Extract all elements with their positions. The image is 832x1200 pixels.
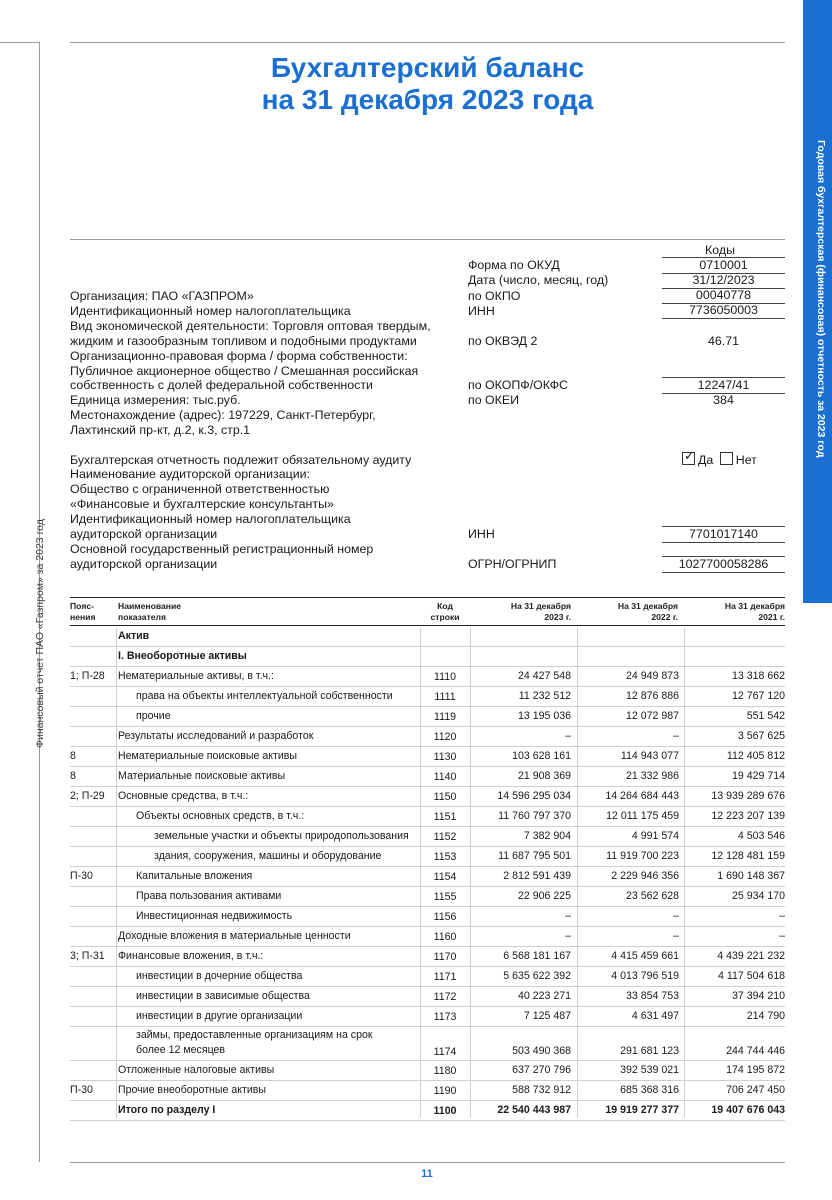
- row-code: 1111: [434, 691, 456, 703]
- table-row: [70, 1100, 785, 1121]
- row-name: Инвестиционная недвижимость: [136, 910, 293, 922]
- row-name: Актив: [118, 630, 150, 642]
- row-value-2022: 4 991 574: [631, 830, 679, 842]
- row-value-2023: 503 490 368: [512, 1045, 571, 1057]
- row-value-2023: 7 382 904: [523, 830, 571, 842]
- row-name: Результаты исследований и разработок: [118, 730, 314, 742]
- row-note: 8: [70, 750, 76, 762]
- row-value-2022: 21 332 986: [625, 770, 679, 782]
- okpo-code: 00040778: [662, 288, 785, 304]
- row-value-2023: –: [565, 930, 571, 942]
- row-name: Доходные вложения в материальные ценности: [118, 930, 351, 942]
- row-value-2022: 392 539 021: [620, 1064, 679, 1076]
- audit-yes-label: Да: [698, 453, 714, 467]
- row-name: Отложенные налоговые активы: [118, 1064, 275, 1076]
- table-row: [70, 1080, 785, 1101]
- row-name: прочие: [136, 710, 171, 722]
- row-note: 2; П-29: [70, 790, 105, 802]
- okopf-code: 12247/41: [662, 377, 785, 394]
- col-note-header-2: нения: [70, 612, 96, 622]
- col-2021-header: [685, 601, 785, 623]
- col-2023-header-2: 2023 г.: [544, 612, 571, 622]
- row-name: Основные средства, в т.ч.:: [118, 790, 249, 802]
- okei-code: 384: [713, 393, 734, 407]
- row-value-2021: –: [779, 910, 785, 922]
- col-note-header: [70, 601, 95, 623]
- row-value-2022: 12 072 987: [625, 710, 679, 722]
- row-code: 1130: [433, 751, 457, 763]
- row-name: Материальные поисковые активы: [118, 770, 286, 782]
- row-value-2023: 21 908 369: [517, 770, 571, 782]
- title-line-1: Бухгалтерский баланс: [270, 52, 585, 83]
- row-code: 1180: [433, 1065, 457, 1077]
- row-code: 1154: [433, 871, 457, 883]
- row-value-2023: 5 635 622 392: [503, 970, 571, 982]
- row-value-2022: 685 368 316: [620, 1084, 679, 1096]
- row-code: 1150: [433, 791, 457, 803]
- form-line-1: Организационно-правовая форма / форма собственности:: [70, 349, 408, 363]
- col-2023-header-1: На 31 декабря: [510, 601, 571, 611]
- row-value-2022: 24 949 873: [625, 670, 679, 682]
- col-2022-header: [578, 601, 678, 623]
- col-code-header: [420, 601, 470, 623]
- row-value-2021: 12 767 120: [731, 690, 785, 702]
- table-row: [70, 766, 785, 787]
- codes-label: Коды: [705, 243, 735, 257]
- row-value-2021: 174 195 872: [726, 1064, 785, 1076]
- row-name: Прочие внеоборотные активы: [118, 1084, 267, 1096]
- row-value-2022: 4 013 796 519: [611, 970, 679, 982]
- table-row: [70, 826, 785, 847]
- table-row: [70, 626, 785, 647]
- row-name: Нематериальные активы, в т.ч.:: [118, 670, 274, 682]
- row-value-2021: 19 429 714: [731, 770, 785, 782]
- table-row: [70, 666, 785, 687]
- row-value-2023: –: [565, 730, 571, 742]
- row-value-2023: 637 270 796: [512, 1064, 571, 1076]
- row-value-2021: 112 405 812: [726, 750, 785, 762]
- row-value-2021: 551 542: [746, 710, 785, 722]
- row-note: 3; П-31: [70, 950, 105, 962]
- row-value-2023: 24 427 548: [517, 670, 571, 682]
- auditor-ogrn-code: 1027700058286: [662, 556, 785, 573]
- row-value-2022: 291 681 123: [620, 1045, 679, 1057]
- col-name-header-1: Наименование: [118, 601, 182, 611]
- col-code-header-1: Код: [437, 601, 453, 611]
- row-code: 1152: [433, 831, 457, 843]
- row-value-2022: 19 919 277 377: [605, 1104, 679, 1116]
- row-note: П-30: [70, 1084, 93, 1096]
- table-row: [70, 806, 785, 827]
- row-code: 1155: [433, 891, 457, 903]
- col-code-header-2: строки: [430, 612, 460, 622]
- row-name: инвестиции в зависимые общества: [136, 990, 310, 1002]
- row-value-2021: 25 934 170: [731, 890, 785, 902]
- col-2021-header-2: 2021 г.: [758, 612, 785, 622]
- row-value-2021: 1 690 148 367: [717, 870, 785, 882]
- row-name: инвестиции в дочерние общества: [136, 970, 303, 982]
- row-value-2021: 214 790: [746, 1010, 785, 1022]
- row-value-2022: 23 562 628: [625, 890, 679, 902]
- table-row: [70, 746, 785, 767]
- date-label: Дата (число, месяц, год): [468, 273, 609, 287]
- row-value-2021: 12 128 481 159: [711, 850, 785, 862]
- col-2022-header-1: На 31 декабря: [617, 601, 678, 611]
- address-line-2: Лахтинский пр-кт, д.2, к.3, стр.1: [70, 423, 251, 437]
- row-code: 1171: [433, 971, 457, 983]
- table-row: [70, 646, 785, 667]
- row-code: 1151: [433, 811, 457, 823]
- auditor-inn-line-2: аудиторской организации: [70, 527, 218, 541]
- auditor-ogrn-line-2: аудиторской организации: [70, 557, 218, 571]
- row-note: 1; П-28: [70, 670, 105, 682]
- row-value-2021: 13 318 662: [731, 670, 785, 682]
- organization-line: Организация: ПАО «ГАЗПРОМ»: [70, 289, 254, 303]
- row-code: 1120: [433, 731, 457, 743]
- form-line-2: Публичное акционерное общество / Смешанная российская: [70, 364, 419, 378]
- table-row: [70, 1026, 785, 1061]
- page-title: [70, 52, 785, 116]
- row-name: Нематериальные поисковые активы: [118, 750, 298, 762]
- audit-line: Бухгалтерская отчетность подлежит обязательному аудиту: [70, 453, 412, 467]
- table-top-line: [70, 597, 785, 598]
- row-name: инвестиции в другие организации: [136, 1010, 303, 1022]
- row-value-2023: 22 906 225: [517, 890, 571, 902]
- okud-code: 0710001: [662, 257, 785, 274]
- row-name: здания, сооружения, машины и оборудование: [154, 850, 382, 862]
- row-value-2023: 14 596 295 034: [497, 790, 571, 802]
- row-value-2021: 12 223 207 139: [711, 810, 785, 822]
- row-value-2023: 11 760 797 370: [498, 810, 571, 822]
- header-rule: [70, 239, 785, 240]
- okei-label: по ОКЕИ: [468, 393, 520, 407]
- row-value-2022: 114 943 077: [620, 750, 679, 762]
- okopf-label: по ОКОПФ/ОКФС: [468, 378, 568, 392]
- col-2023-header: [471, 601, 571, 623]
- inn-line: Идентификационный номер налогоплательщика: [70, 304, 351, 318]
- row-value-2022: –: [673, 730, 679, 742]
- col-note-header-1: Пояс-: [70, 601, 94, 611]
- unit-line: Единица измерения: тыс.руб.: [70, 393, 241, 407]
- col-2021-header-1: На 31 декабря: [724, 601, 785, 611]
- table-row: [70, 886, 785, 907]
- row-code: 1140: [433, 771, 457, 783]
- okved-label: по ОКВЭД 2: [468, 334, 538, 348]
- table-row: [70, 846, 785, 867]
- address-line-1: Местонахождение (адрес): 197229, Санкт-Петербург,: [70, 408, 376, 422]
- row-value-2023: –: [565, 910, 571, 922]
- row-name: Объекты основных средств, в т.ч.:: [136, 810, 305, 822]
- title-line-2: на 31 декабря 2023 года: [261, 84, 594, 115]
- auditor-inn-code: 7701017140: [662, 526, 785, 543]
- page-number: 11: [421, 1168, 433, 1180]
- row-value-2023: 588 732 912: [512, 1084, 571, 1096]
- row-value-2021: 4 439 221 232: [717, 950, 785, 962]
- row-note: 8: [70, 770, 76, 782]
- left-side-caption: Финансовый отчет ПАО «Газпром» за 2023 год: [34, 519, 46, 748]
- row-value-2022: 4 415 459 661: [611, 950, 679, 962]
- row-name-continued: более 12 месяцев: [136, 1044, 226, 1056]
- row-code: 1174: [433, 1046, 457, 1058]
- auditor-ogrn-label: ОГРН/ОГРНИП: [468, 557, 557, 571]
- row-value-2022: 33 854 753: [625, 990, 679, 1002]
- row-value-2023: 7 125 487: [523, 1010, 571, 1022]
- table-row: [70, 1006, 785, 1027]
- row-value-2021: 4 117 504 618: [718, 970, 785, 982]
- table-row: [70, 706, 785, 727]
- row-code: 1110: [434, 671, 456, 683]
- okud-label: Форма по ОКУД: [468, 258, 560, 272]
- row-code: 1190: [433, 1085, 457, 1097]
- left-frame-top-line: [0, 42, 40, 43]
- audit-no-checkbox[interactable]: [720, 452, 733, 465]
- okved-code: 46.71: [707, 334, 739, 348]
- table-row: [70, 926, 785, 947]
- row-code: 1100: [433, 1105, 457, 1117]
- row-value-2021: 3 567 625: [737, 730, 785, 742]
- row-value-2022: 12 011 175 459: [606, 810, 679, 822]
- row-value-2023: 13 195 036: [517, 710, 571, 722]
- table-row: [70, 966, 785, 987]
- row-name: Финансовые вложения, в т.ч.:: [118, 950, 264, 962]
- top-rule: [70, 42, 785, 43]
- row-name: Права пользования активами: [136, 890, 282, 902]
- activity-line-2: жидким и газообразным топливом и подобными продуктами: [70, 334, 417, 348]
- auditor-name-line-1: Наименование аудиторской организации:: [70, 467, 310, 481]
- table-row: [70, 726, 785, 747]
- inn-label: ИНН: [468, 304, 495, 318]
- row-value-2023: 2 812 591 439: [503, 870, 571, 882]
- row-code: 1170: [433, 951, 457, 963]
- row-code: 1153: [433, 851, 457, 863]
- row-code: 1119: [434, 711, 456, 723]
- right-side-caption: Годовая бухгалтерская (финансовая) отчетность за 2023 год: [815, 140, 827, 458]
- row-value-2021: 706 247 450: [726, 1084, 785, 1096]
- row-value-2023: 11 232 512: [518, 690, 571, 702]
- table-row: [70, 1060, 785, 1081]
- row-name: Итого по разделу I: [118, 1104, 216, 1116]
- row-value-2023: 22 540 443 987: [497, 1104, 571, 1116]
- row-value-2021: 4 503 546: [737, 830, 785, 842]
- row-name: Капитальные вложения: [136, 870, 253, 882]
- row-value-2022: 11 919 700 223: [606, 850, 679, 862]
- table-row: [70, 906, 785, 927]
- auditor-inn-line-1: Идентификационный номер налогоплательщика: [70, 512, 351, 526]
- row-value-2022: –: [673, 910, 679, 922]
- check-icon: ✓: [684, 448, 695, 463]
- row-value-2021: 37 394 210: [731, 990, 785, 1002]
- row-value-2021: 19 407 676 043: [711, 1104, 785, 1116]
- row-value-2021: 244 744 446: [726, 1045, 785, 1057]
- activity-line-1: Вид экономической деятельности: Торговля оптовая твердым,: [70, 319, 431, 333]
- auditor-inn-label: ИНН: [468, 527, 495, 541]
- row-code: 1160: [433, 931, 457, 943]
- col-name-header: [118, 601, 181, 623]
- audit-options: [682, 448, 757, 468]
- row-value-2023: 11 687 795 501: [498, 850, 571, 862]
- table-row: [70, 686, 785, 707]
- row-code: 1173: [433, 1011, 457, 1023]
- row-note: П-30: [70, 870, 93, 882]
- row-value-2023: 6 568 181 167: [503, 950, 571, 962]
- row-value-2023: 40 223 271: [517, 990, 571, 1002]
- audit-yes-checkbox[interactable]: [682, 448, 695, 465]
- auditor-name-line-2: Общество с ограниченной ответственностью: [70, 482, 330, 496]
- audit-no-label: Нет: [735, 453, 757, 467]
- table-row: [70, 866, 785, 887]
- row-name: права на объекты интеллектуальной собственности: [136, 690, 393, 702]
- footer-rule: [70, 1162, 785, 1163]
- date-code: 31/12/2023: [662, 273, 785, 289]
- row-name: I. Внеоборотные активы: [118, 650, 247, 662]
- row-value-2021: –: [779, 930, 785, 942]
- auditor-ogrn-line-1: Основной государственный регистрационный номер: [70, 542, 374, 556]
- table-row: [70, 986, 785, 1007]
- row-value-2022: 4 631 497: [631, 1010, 679, 1022]
- row-code: 1156: [433, 911, 457, 923]
- inn-code: 7736050003: [662, 303, 785, 319]
- col-2022-header-2: 2022 г.: [651, 612, 678, 622]
- row-value-2022: 12 876 886: [625, 690, 679, 702]
- auditor-name-line-3: «Финансовые и бухгалтерские консультанты»: [70, 497, 334, 511]
- row-name: земельные участки и объекты природопользования: [154, 830, 409, 842]
- okpo-label: по ОКПО: [468, 289, 521, 303]
- row-name: займы, предоставленные организациям на срок: [136, 1029, 373, 1041]
- table-row: [70, 946, 785, 967]
- form-line-3: собственность с долей федеральной собственности: [70, 378, 373, 392]
- row-code: 1172: [433, 991, 457, 1003]
- row-value-2023: 103 628 161: [512, 750, 571, 762]
- table-row: [70, 786, 785, 807]
- row-value-2022: –: [673, 930, 679, 942]
- row-value-2022: 2 229 946 356: [611, 870, 679, 882]
- col-name-header-2: показателя: [118, 612, 167, 622]
- row-value-2022: 14 264 684 443: [605, 790, 679, 802]
- row-value-2021: 13 939 289 676: [711, 790, 785, 802]
